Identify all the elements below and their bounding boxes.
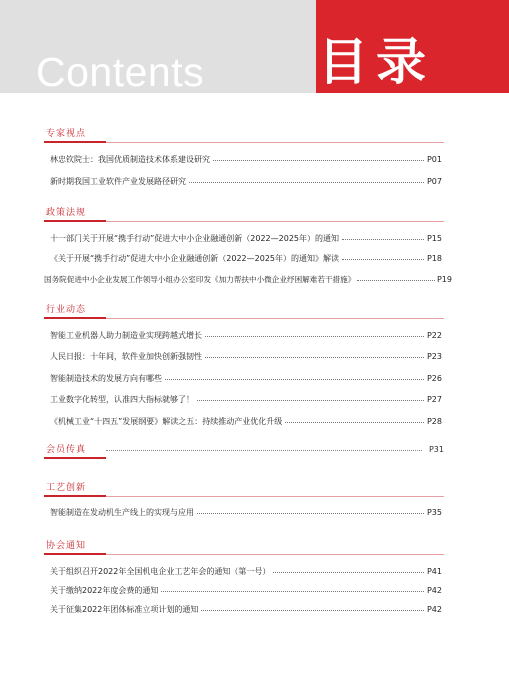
toc-entry[interactable] — [50, 565, 442, 579]
toc-entry[interactable] — [50, 350, 442, 364]
section-title: 工艺创新 — [46, 483, 87, 493]
dot-leader — [205, 350, 424, 358]
dot-leader — [213, 153, 424, 161]
dot-leader — [161, 584, 424, 592]
section-underline — [44, 553, 106, 555]
contents-heading: Contents — [36, 49, 205, 95]
toc-entry-title: 智能制造技术的发展方向有哪些 — [50, 374, 162, 383]
section-header-member-news[interactable] — [44, 443, 444, 461]
dot-leader — [189, 175, 424, 183]
toc-entry[interactable] — [50, 393, 442, 407]
toc-entry-title: 关于组织召开2022年全国机电企业工艺年会的通知（第一号） — [50, 567, 271, 576]
toc-entry-page: P23 — [426, 352, 442, 361]
section-header-expert-view — [44, 127, 444, 145]
toc-entry-title: 关于征集2022年团体标准立项计划的通知 — [50, 605, 199, 614]
dot-leader — [342, 232, 424, 240]
toc-entry-title: 智能工业机器人助力制造业实现跨越式增长 — [50, 331, 202, 340]
toc-entry[interactable] — [50, 415, 442, 429]
toc-entry[interactable] — [50, 232, 442, 246]
toc-entry-title: 《关于开展“携手行动”促进大中小企业融通创新（2022—2025年）的通知》解读 — [50, 254, 340, 263]
toc-entry[interactable] — [44, 273, 452, 287]
toc-entry-page: P19 — [436, 275, 452, 284]
section-underline — [44, 317, 106, 319]
toc-entry-page: P22 — [426, 331, 442, 340]
toc-entry[interactable] — [50, 153, 442, 167]
section-underline — [44, 495, 106, 497]
toc-entry[interactable] — [50, 506, 442, 520]
toc-entry-title: 十一部门关于开展“携手行动”促进大中小企业融通创新（2022—2025年）的通知 — [50, 234, 340, 243]
page-title: 目录 — [318, 32, 434, 91]
dot-leader — [201, 603, 424, 611]
toc-entry-title: 人民日报：十年间，软件业加快创新强韧性 — [50, 352, 202, 361]
toc-entry-page: P26 — [426, 374, 442, 383]
toc-entry-page: P07 — [426, 177, 442, 186]
toc-entry[interactable] — [50, 175, 442, 189]
section-title: 行业动态 — [46, 305, 87, 315]
toc-entry-page: P35 — [426, 508, 442, 517]
dot-leader — [165, 372, 424, 380]
toc-entry-page: P27 — [426, 395, 442, 404]
toc-entry-title: 国务院促进中小企业发展工作领导小组办公室印发《加力帮扶中小微企业纾困解难若干措施》 — [44, 275, 356, 284]
toc-entry[interactable] — [50, 252, 442, 266]
dot-leader — [197, 506, 424, 514]
toc-entry[interactable] — [50, 584, 442, 598]
dot-leader — [285, 415, 424, 423]
section-header-policy — [44, 206, 444, 224]
toc-entry[interactable] — [50, 329, 442, 343]
dot-leader — [273, 565, 424, 573]
toc-entry-page: P42 — [426, 605, 442, 614]
toc-entry-title: 新时期我国工业软件产业发展路径研究 — [50, 177, 186, 186]
toc-entry-title: 工业数字化转型，认准四大指标就够了！ — [50, 395, 194, 404]
section-title: 协会通知 — [46, 541, 87, 551]
toc-entry[interactable] — [50, 603, 442, 617]
toc-entry-page: P18 — [426, 254, 442, 263]
toc-entry-page: P15 — [426, 234, 442, 243]
dot-leader — [197, 393, 424, 401]
section-title: 专家视点 — [46, 129, 87, 139]
toc-entry-page: P28 — [426, 417, 442, 426]
section-header-association-notice — [44, 539, 444, 557]
toc-entry-title: 《机械工业“十四五”发展纲要》解读之五：持续推动产业优化升级 — [50, 417, 283, 426]
section-header-industry-news — [44, 303, 444, 321]
toc-entry-page: P41 — [426, 567, 442, 576]
toc-entry-page: P42 — [426, 586, 442, 595]
dot-leader — [106, 450, 422, 451]
section-underline — [44, 457, 106, 459]
toc-entry-title: 智能制造在发动机生产线上的实现与应用 — [50, 508, 194, 517]
section-title: 政策法规 — [46, 208, 87, 218]
dot-leader — [357, 273, 435, 281]
section-underline — [44, 220, 106, 222]
section-underline — [44, 141, 106, 143]
section-title: 会员传真 — [46, 445, 87, 455]
dot-leader — [342, 252, 424, 260]
section-header-process-innovation — [44, 481, 444, 499]
section-page: P31 — [425, 443, 444, 457]
toc-entry[interactable] — [50, 372, 442, 386]
toc-entry-title: 林忠钦院士：我国优质制造技术体系建设研究 — [50, 155, 210, 164]
toc-entry-title: 关于缴纳2022年度会费的通知 — [50, 586, 159, 595]
toc-entry-page: P01 — [426, 155, 442, 164]
dot-leader — [205, 329, 424, 337]
